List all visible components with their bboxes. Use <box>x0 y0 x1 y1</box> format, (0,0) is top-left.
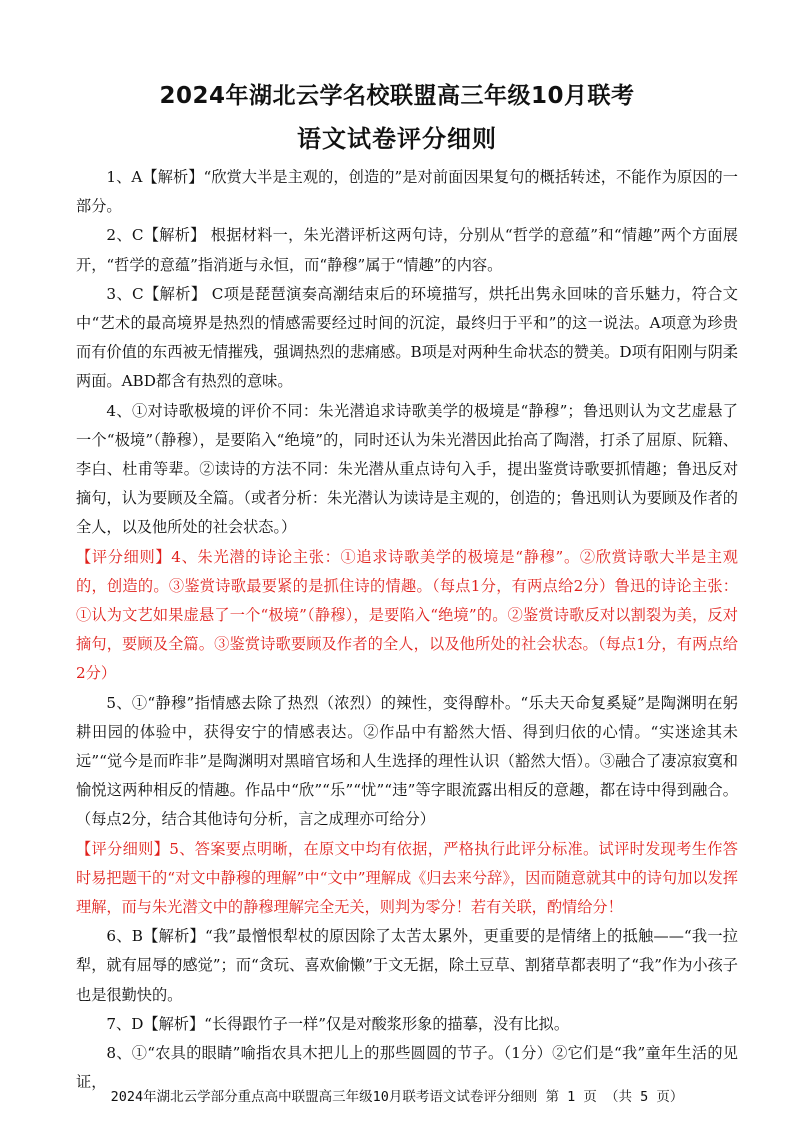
answer-paragraph-3: 3、C【解析】 C项是琵琶演奏高潮结束后的环境描写，烘托出隽永回味的音乐魅力，符合文中“艺术的最高境界是热烈的情感需要经过时间的沉淀，最终归于平和”的这一说法。A项意为珍贵而有价值的东西被无情摧残，强调热烈的悲痛感。B项是对两种生命状态的赞美。D项有阳刚与阴柔两面。ABD都含有热烈的意味。 <box>76 284 738 391</box>
answer-paragraph-7: 7、D【解析】“长得跟竹子一样”仅是对酸浆形象的描摹，没有比拟。 <box>106 1014 570 1033</box>
page-footer: 2024年湖北云学部分重点高中联盟高三年级10月联考语文试卷评分细则 第 1 页 （共 5 页） <box>110 1089 684 1105</box>
page-title: 2024年湖北云学名校联盟高三年级10月联考 <box>159 83 635 109</box>
answer-paragraph-6: 6、B【解析】“我”最憎恨犁杖的原因除了太苦太累外，更重要的是情绪上的抵触——“我一拉犁，就有屈辱的感觉”；而“贪玩、喜欢偷懒”于文无据，除土豆草、割猪草都表明了“我”作为小孩子也是很勤快的。 <box>76 927 738 1004</box>
rubric-paragraph-4: 【评分细则】4、朱光潜的诗论主张：①追求诗歌美学的极境是“静穆”。②欣赏诗歌大半是主观的，创造的。③鉴赏诗歌最要紧的是抓住诗的情趣。（每点1分，有两点给2分）鲁迅的诗论主张：①认为文艺如果虚悬了一个“极境”（静穆），是要陷入“绝境”的。②鉴赏诗歌反对以割裂为美，反对摘句，要顾及全篇。③鉴赏诗歌要顾及作者的全人，以及他所处的社会状态。（每点1分，有两点给2分） <box>76 547 738 683</box>
answer-paragraph-2: 2、C【解析】 根据材料一，朱光潜评析这两句诗，分别从“哲学的意蕴”和“情趣”两个方面展开，“哲学的意蕴”指消逝与永恒，而“静穆”属于“情趣”的内容。 <box>76 226 738 274</box>
document-body <box>76 163 738 1098</box>
answer-paragraph-4: 4、①对诗歌极境的评价不同：朱光潜追求诗歌美学的极境是“静穆”；鲁迅则认为文艺虚悬了一个“极境”（静穆），是要陷入“绝境”的，同时还认为朱光潜因此抬高了陶潜，打杀了屈原、阮籍、李白、杜甫等辈。②读诗的方法不同：朱光潜从重点诗句入手，提出鉴赏诗歌要抓情趣；鲁迅反对摘句，认为要顾及全篇。（或者分析：朱光潜认为读诗是主观的，创造的；鲁迅则认为要顾及作者的全人，以及他所处的社会状态。） <box>76 401 738 537</box>
answer-paragraph-8: 8、①“农具的眼睛”喻指农具木把儿上的那些圆圆的节子。（1分）②它们是“我”童年生活的见证， <box>76 1044 738 1092</box>
page-subtitle: 语文试卷评分细则 <box>297 125 497 153</box>
answer-paragraph-5: 5、①“静穆”指情感去除了热烈（浓烈）的辣性，变得醇朴。“乐夫天命复奚疑”是陶渊明在躬耕田园的体验中，获得安宁的情感表达。②作品中有豁然大悟、得到归依的心情。“实迷途其未远”“觉今是而昨非”是陶渊明对黑暗官场和人生选择的理性认识（豁然大悟）。③融合了凄凉寂寞和愉悦这两种相反的情趣。作品中“欣”“乐”“忧”“违”等字眼流露出相反的意趣，都在诗中得到融合。（每点2分，结合其他诗句分析，言之成理亦可给分） <box>76 693 738 829</box>
rubric-paragraph-5: 【评分细则】5、答案要点明晰，在原文中均有依据，严格执行此评分标准。试评时发现考生作答时易把题干的“对文中静穆的理解”中“文中”理解成《归去来兮辞》，因而随意就其中的诗句加以发挥理解，而与朱光潜文中的静穆理解完全无关，则判为零分！若有关联，酌情给分！ <box>76 839 738 917</box>
answer-paragraph-1: 1、A【解析】“欣赏大半是主观的，创造的”是对前面因果复句的概括转述，不能作为原因的一部分。 <box>76 168 738 216</box>
